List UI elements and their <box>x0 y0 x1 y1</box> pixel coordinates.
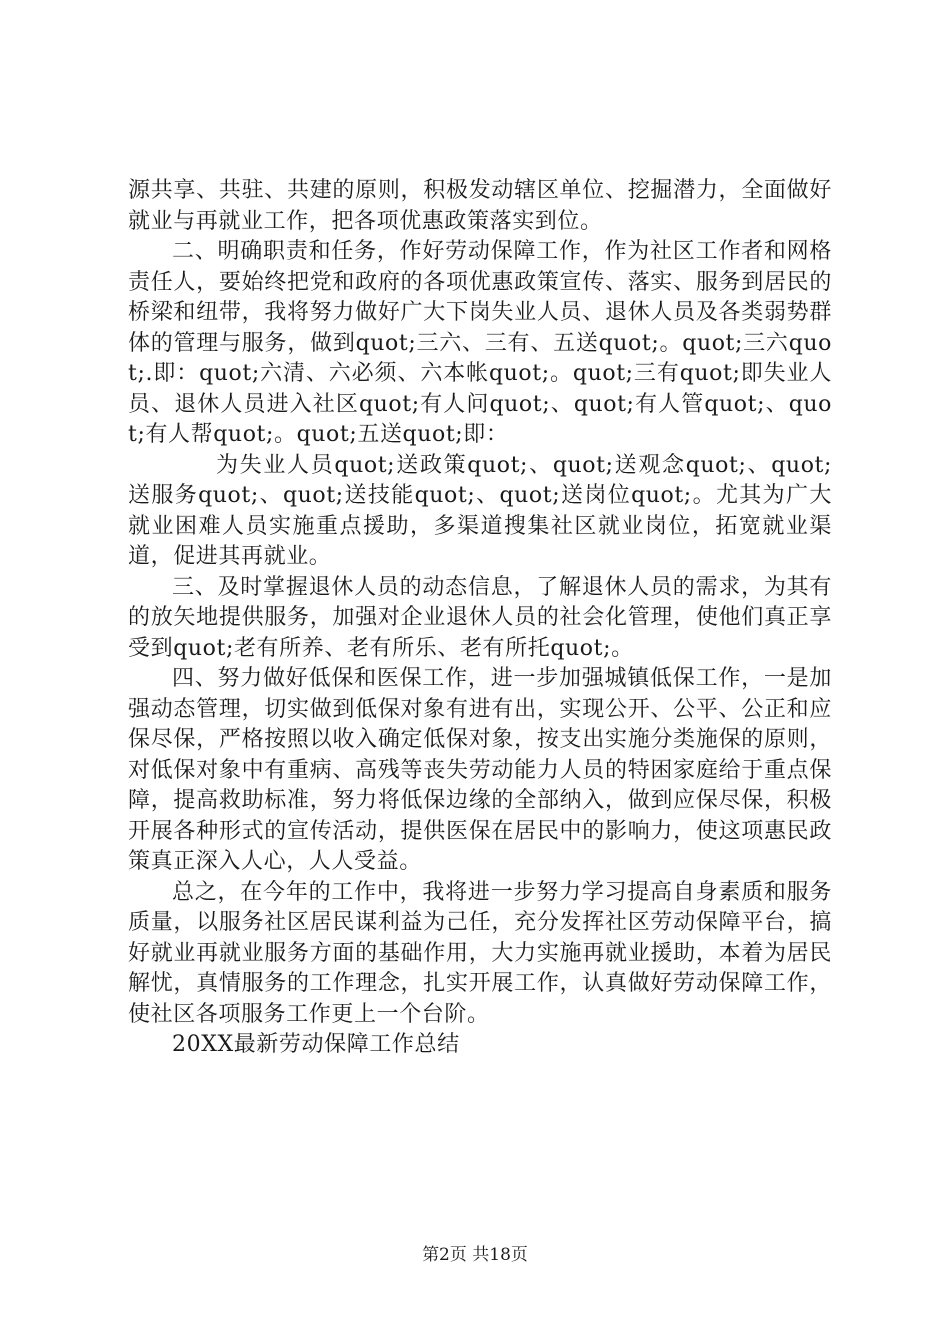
paragraph-five-sends: 为失业人员quot;送政策quot;、quot;送观念quot;、quot;送服务quot;、quot;送技能quot;、quot;送岗位quot;。尤其为广大就业困难人员实施重点援助，多渠道搜集社区就业岗位，拓宽就业渠道，促进其再就业。 <box>128 452 832 569</box>
document-body <box>128 176 832 1061</box>
paragraph-continuation: 源共享、共驻、共建的原则，积极发动辖区单位、挖掘潜力，全面做好就业与再就业工作，把各项优惠政策落实到位。 <box>128 178 832 234</box>
paragraph-section-three: 三、及时掌握退休人员的动态信息，了解退休人员的需求，为其有的放矢地提供服务，加强对企业退休人员的社会化管理，使他们真正享受到quot;老有所养、老有所乐、老有所托quot;。 <box>128 574 832 661</box>
paragraph-section-two: 二、明确职责和任务，作好劳动保障工作，作为社区工作者和网格责任人，要始终把党和政府的各项优惠政策宣传、落实、服务到居民的桥梁和纽带，我将努力做好广大下岗失业人员、退休人员及各类弱势群体的管理与服务，做到quot;三六、三有、五送quot;。quot;三六quot;.即：quot;六清、六必须、六本帐quot;。quot;三有quot;即失业人员、退休人员进入社区quot;有人问quot;、quot;有人管quot;、quot;有人帮quot;。quot;五送quot;即： <box>128 239 832 447</box>
paragraph-conclusion: 总之，在今年的工作中，我将进一步努力学习提高自身素质和服务质量，以服务社区居民谋利益为己任，充分发挥社区劳动保障平台，搞好就业再就业服务方面的基础作用，大力实施再就业援助，本着为居民解忧，真情服务的工作理念，扎实开展工作，认真做好劳动保障工作，使社区各项服务工作更上一个台阶。 <box>128 879 832 1027</box>
paragraph-section-four: 四、努力做好低保和医保工作，进一步加强城镇低保工作，一是加强动态管理，切实做到低保对象有进有出，实现公开、公平、公正和应保尽保，严格按照以收入确定低保对象，按支出实施分类施保的原则，对低保对象中有重病、高残等丧失劳动能力人员的特困家庭给于重点保障，提高救助标准，努力将低保边缘的全部纳入，做到应保尽保，积极开展各种形式的宣传活动，提供医保在居民中的影响力，使这项惠民政策真正深入人心，人人受益。 <box>128 666 832 874</box>
page-number-footer: 第2页 共18页 <box>422 1245 528 1265</box>
closing-title: 20XX最新劳动保障工作总结 <box>172 1032 460 1057</box>
